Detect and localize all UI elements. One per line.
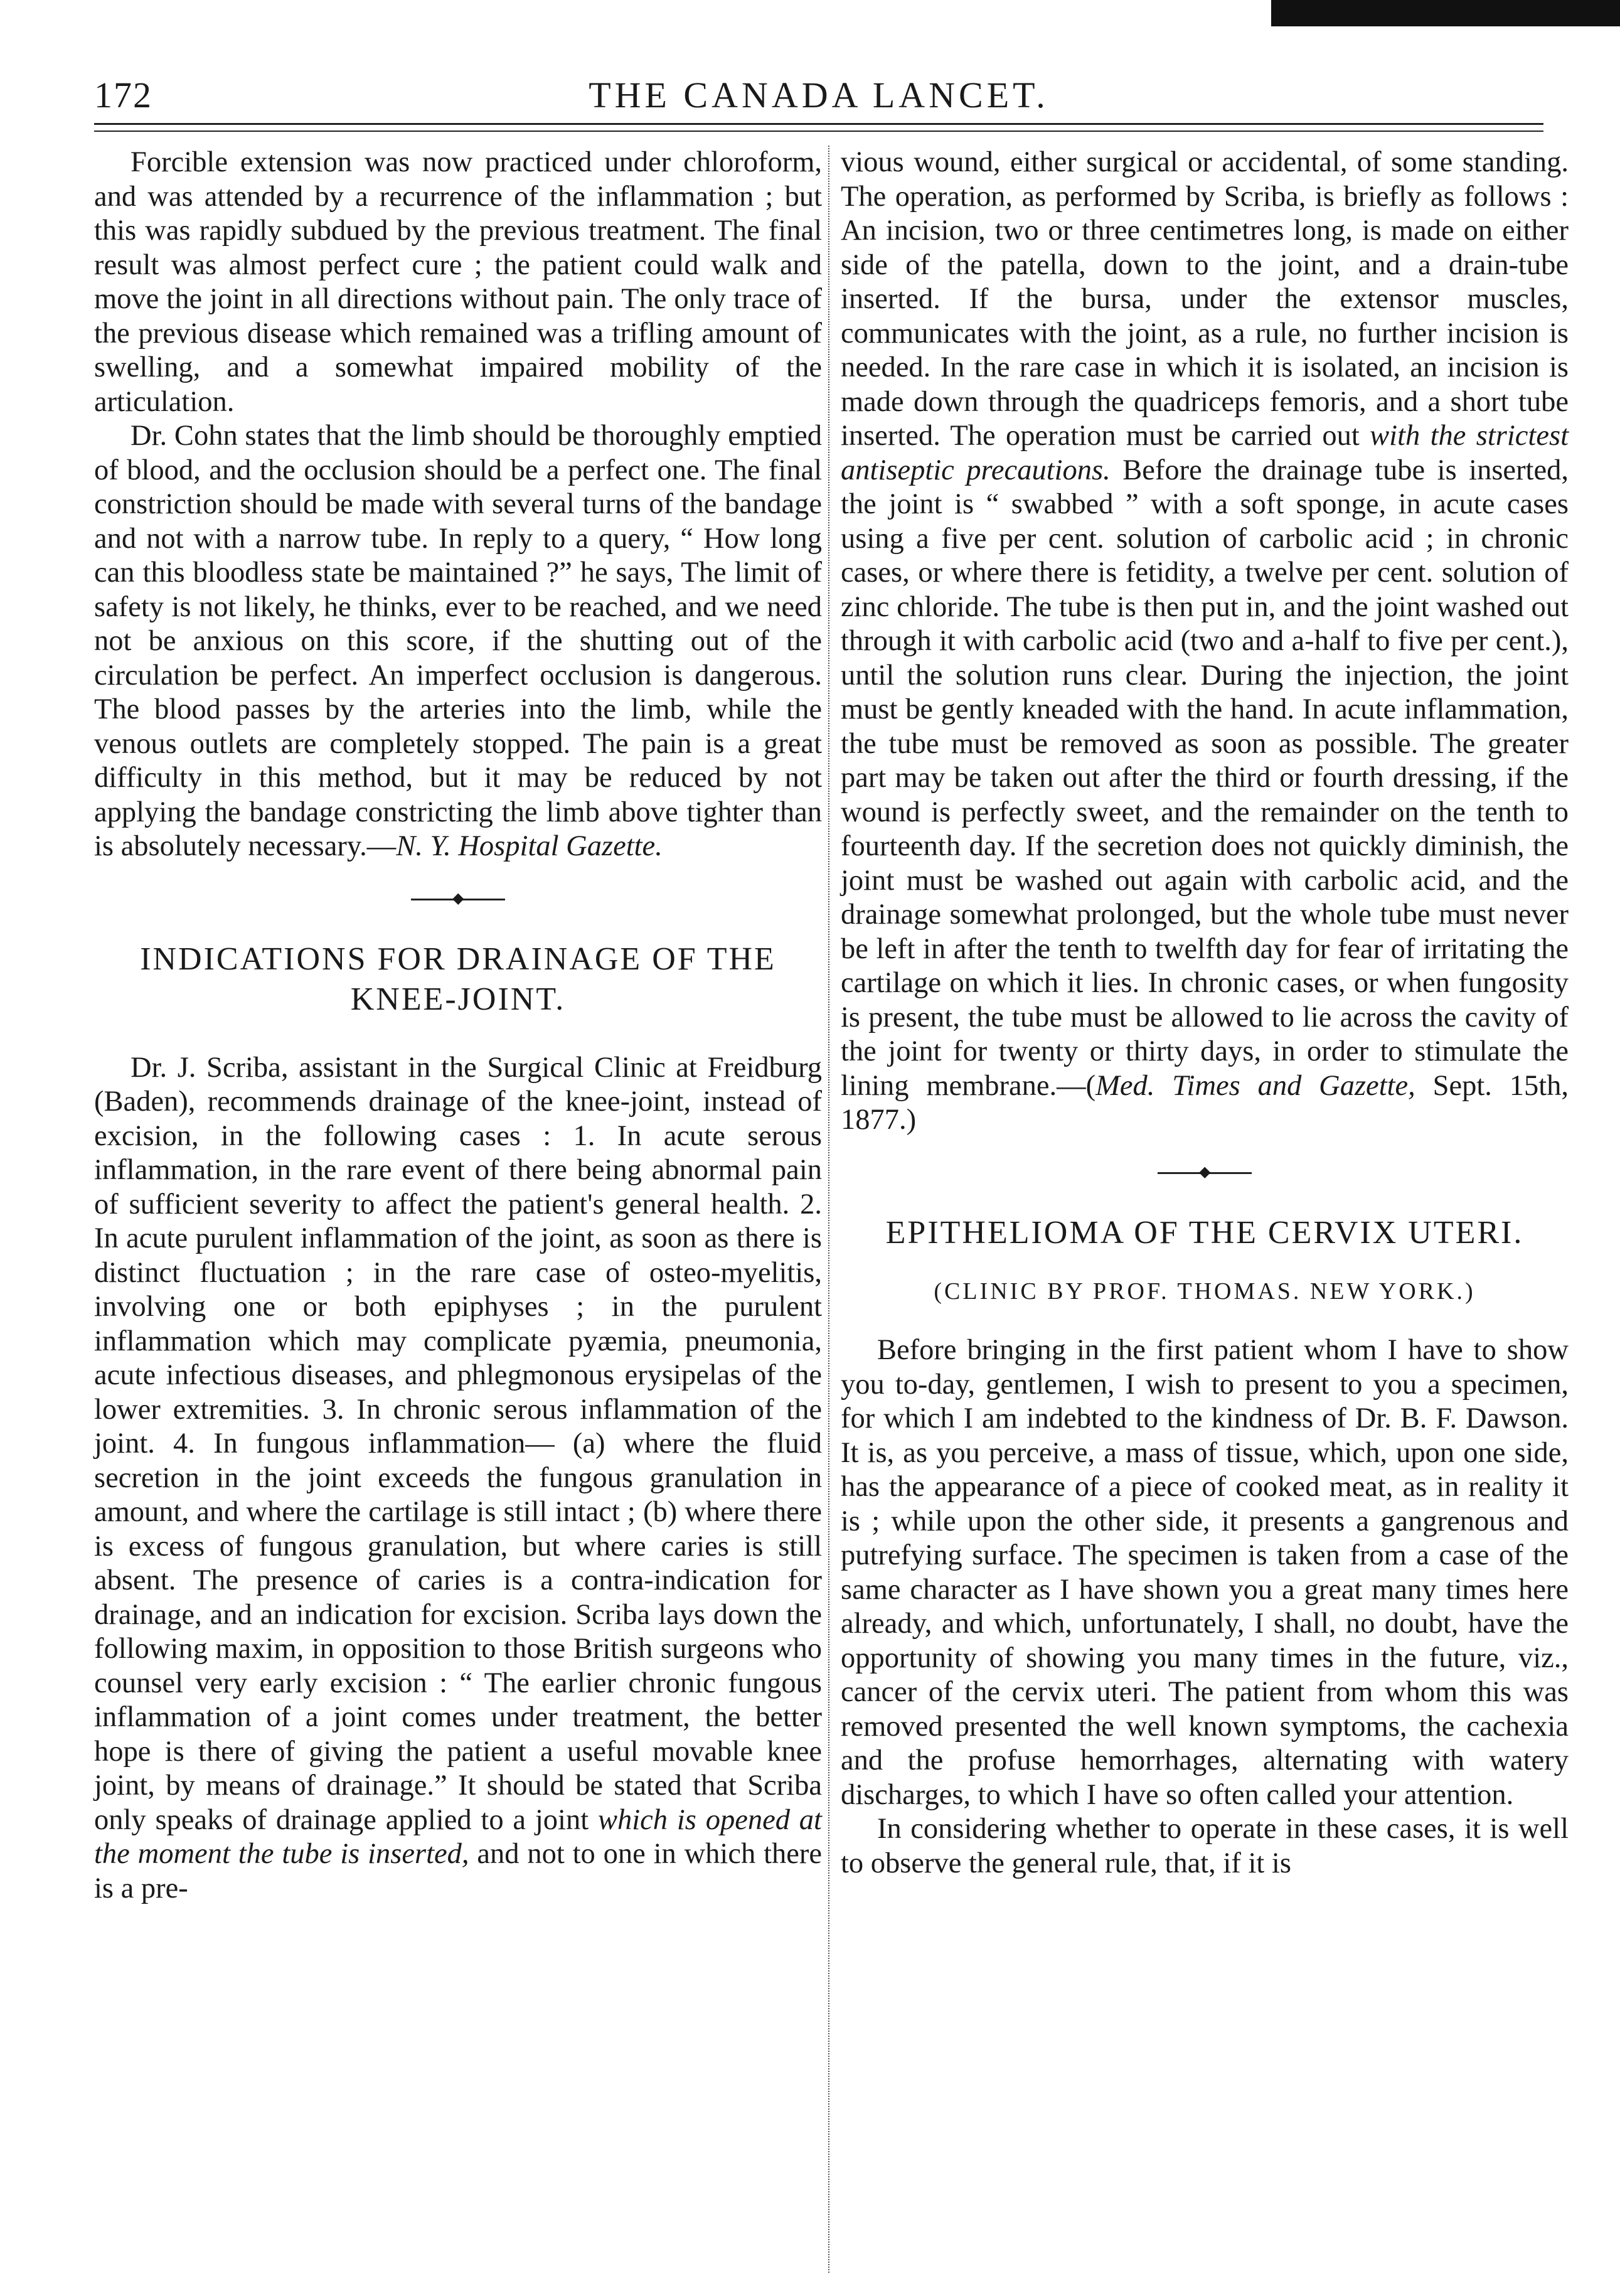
article-heading-knee-drainage: INDICATIONS FOR DRAINAGE OF THE KNEE-JOINT. (140, 941, 776, 1017)
left-column (94, 146, 822, 1906)
paragraph-specimen: Before bringing in the first patient whom I have to show you to-day, gentlemen, I wish to present to you a specimen, for which I am indebted to the kindness of Dr. B. F. Dawson. It is, as you perceive, a mass of tissue, which, upon one side, has the appearance of a piece of cooked meat, as in reality it is ; while upon the other side, it presents a gangrenous and putrefying surface. The specimen is taken from a case of the same character as I have shown you a great many times here already, and which, unfortunately, I shall, no doubt, have the opportunity of showing you many times in the future, viz., cancer of the cervix uteri. The patient from whom this was removed presented the well known symptoms, the cachexia and the profuse hemorrhages, alternating with watery discharges, to which I have so often called your attention. (841, 1334, 1569, 1811)
section-separator (94, 877, 822, 921)
page-header (94, 74, 1543, 131)
emphasis-text: which is opened at the moment the tube is inserted, (94, 1803, 822, 1870)
paragraph-dr-scriba-text: Dr. J. Scriba, assistant in the Surgical Clinic at Freidburg (Baden), recommends drainage of the knee-joint, instead of excision, in the following cases : 1. In acute serous inflammation, in the rare event of there being abnormal pain of sufficient severity to affect the patient's general health. 2. In acute purulent inflammation of the joint, as soon as there is distinct fluctuation ; in the rare case of osteo-myelitis, involving one or both epiphyses ; in the purulent inflammation which may complicate pyæmia, pneumonia, acute infectious diseases, and phlegmonous erysipelas of the lower extremities. 3. In chronic serous inflammation of the joint. 4. In fungous inflammation— (a) where the fluid secretion in the joint exceeds the fungous granulation in amount, and where the cartilage is still intact ; (b) where there is excess of fungous granulation, but where caries is still absent. The presence of caries is a contra-indication for drainage, and an indication for excision. Scriba lays down the following maxim, in opposition to those British surgeons who counsel very early excision : “ The earlier chronic fungous inflammation of a joint comes under treatment, the better hope is there of giving the patient a useful movable knee joint, by means of drainage.” It should be stated that Scriba only speaks of drainage applied to a joint (94, 1051, 822, 1836)
section-separator (841, 1150, 1569, 1194)
journal-title: THE CANADA LANCET. (589, 75, 1049, 115)
paragraph-considering: In considering whether to operate in these cases, it is well to observe the general rule, that, if it is (841, 1813, 1569, 1879)
paragraph-scriba-operation (841, 146, 1569, 1138)
column-divider (828, 146, 829, 2273)
paragraph-dr-scriba-end: and not to one in which there is a pre- (94, 1838, 822, 1904)
emphasis-antiseptic: with the strictest antiseptic precautions. (841, 420, 1569, 486)
header-rule-thin (94, 131, 1543, 132)
header-rule (94, 123, 1543, 125)
separator-diamond-icon: ◆ (1199, 1163, 1211, 1180)
separator-diamond-icon: ◆ (452, 890, 464, 907)
article-subheading-clinic: (CLINIC BY PROF. THOMAS. NEW YORK.) (934, 1278, 1476, 1305)
page-number: 172 (94, 75, 152, 115)
paragraph-scriba-operation-text: vious wound, either surgical or accidental, of some standing. The operation, as performed by Scriba, is briefly as follows : An incision, two or three centimetres long, is made on either side of the patella, down to the joint, and a drain-tube inserted. If the bursa, under the extensor muscles, communicates with the joint, as a rule, no further incision is needed. In the rare case in which it is isolated, an incision is made down through the quadriceps femoris, and a short tube inserted. The operation must be carried out (841, 146, 1569, 452)
source-citation: N. Y. Hospital Gazette. (396, 830, 663, 862)
article-heading-epithelioma: EPITHELIOMA OF THE CERVIX UTERI. (885, 1214, 1524, 1251)
paragraph-dr-scriba (94, 1051, 822, 1906)
scan-edge-mark (1271, 0, 1620, 26)
source-citation-date: Sept. 15th, 1877.) (841, 1069, 1569, 1136)
paragraph-dr-cohn (94, 419, 822, 864)
paragraph-dr-cohn-text: Dr. Cohn states that the limb should be thoroughly emptied of blood, and the occlusion should be a perfect one. The final constriction should be made with several turns of the bandage and not with a narrow tube. In reply to a query, “ How long can this bloodless state be maintained ?” he says, The limit of safety is not likely, he thinks, ever to be reached, and we need not be anxious on this score, if the shutting out of the circulation be perfect. An imperfect occlusion is dangerous. The blood passes by the arteries into the limb, while the venous outlets are completely stopped. The pain is a great difficulty in this method, but it may be reduced by not applying the bandage constricting the limb above tighter than is absolutely necessary.— (94, 420, 822, 862)
source-citation-med-times: Med. Times and Gazette, (1095, 1069, 1415, 1102)
right-column (841, 146, 1569, 1881)
paragraph-forcible-extension: Forcible extension was now practiced under chloroform, and was attended by a recurrence of the inflammation ; but this was rapidly subdued by the previous treatment. The final result was almost perfect cure ; the patient could walk and move the joint in all directions without pain. The only trace of the previous disease which remained was a trifling amount of swelling, and a somewhat impaired mobility of the articulation. (94, 146, 822, 418)
paragraph-scriba-operation-cont: Before the drainage tube is inserted, the joint is “ swabbed ” with a soft sponge, in acute cases using a five per cent. solution of carbolic acid ; in chronic cases, or where there is fetidity, a twelve per cent. solution of zinc chloride. The tube is then put in, and the joint washed out through it with carbolic acid (two and a-half to five per cent.), until the solution runs clear. During the injection, the joint must be gently kneaded with the hand. In acute inflammation, the tube must be removed as soon as possible. The greater part may be taken out after the third or fourth dressing, if the wound is perfectly sweet, and the remainder on the tenth to fourteenth day. If the secretion does not quickly diminish, the joint must be washed out again with carbolic acid, and the drainage somewhat prolonged, but the whole tube must never be left in after the tenth to twelfth day for fear of irritating the cartilage on which it lies. In chronic cases, or when fungosity is present, the tube must be allowed to lie across the cavity of the joint for twenty or thirty days, in order to stimulate the lining membrane.—( (841, 454, 1569, 1102)
